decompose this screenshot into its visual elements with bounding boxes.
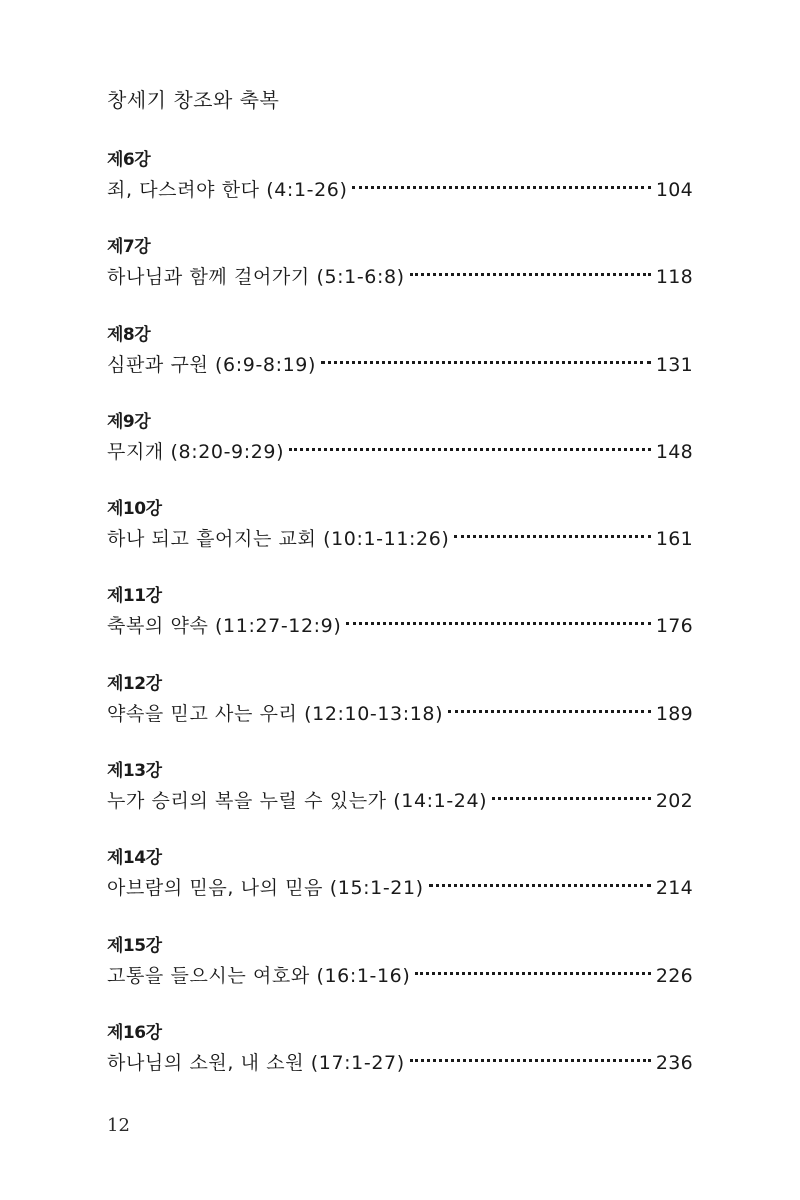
folio: 12	[107, 1115, 130, 1136]
page-number: 176	[655, 615, 693, 638]
page-number: 148	[655, 440, 693, 463]
toc-title-line	[107, 612, 693, 640]
dot-leader	[429, 884, 651, 887]
lesson-title: 죄, 다스려야 한다 (4:1-26)	[107, 179, 348, 201]
lesson-title: 하나님과 함께 걸어가기 (5:1-6:8)	[107, 266, 405, 289]
page-number: 202	[655, 790, 693, 813]
page-number: 118	[655, 266, 693, 289]
lesson-number: 제13강	[107, 761, 162, 782]
dot-leader	[346, 622, 650, 625]
lesson-title: 누가 승리의 복을 누릴 수 있는가 (14:1-24)	[107, 790, 488, 813]
toc-title-line	[107, 787, 693, 815]
lesson-number: 제9강	[107, 411, 151, 432]
dot-leader	[321, 361, 651, 364]
dot-leader	[410, 273, 651, 276]
toc-entry-8	[107, 323, 693, 410]
lesson-title: 무지개 (8:20-9:29)	[107, 440, 285, 463]
page-number: 189	[655, 702, 693, 725]
table-of-contents	[107, 148, 693, 1108]
toc-entry-15	[107, 934, 693, 1021]
page-number: 131	[655, 353, 693, 376]
toc-title-line	[107, 962, 693, 990]
toc-entry-6	[107, 148, 693, 235]
page-number: 236	[655, 1051, 693, 1074]
toc-entry-9	[107, 410, 693, 497]
lesson-number: 제7강	[107, 237, 151, 258]
dot-leader	[289, 448, 651, 451]
page-number: 214	[655, 877, 693, 900]
lesson-title: 하나님의 소원, 내 소원 (17:1-27)	[107, 1051, 405, 1074]
toc-entry-7	[107, 235, 693, 322]
lesson-title: 심판과 구원 (6:9-8:19)	[107, 353, 316, 376]
running-head: 창세기 창조와 축복	[107, 88, 280, 112]
dot-leader	[454, 535, 650, 538]
lesson-number: 제11강	[107, 586, 162, 607]
lesson-title: 고통을 들으시는 여호와 (16:1-16)	[107, 964, 411, 987]
lesson-title: 아브람의 믿음, 나의 믿음 (15:1-21)	[107, 877, 424, 900]
toc-entry-12	[107, 672, 693, 759]
toc-title-line	[107, 874, 693, 902]
toc-title-line	[107, 263, 693, 291]
lesson-number: 제6강	[107, 150, 151, 170]
dot-leader	[492, 797, 651, 800]
toc-title-line	[107, 525, 693, 553]
toc-title-line	[107, 438, 693, 466]
toc-entry-10	[107, 497, 693, 584]
lesson-number: 제16강	[107, 1022, 162, 1043]
toc-entry-14	[107, 846, 693, 933]
lesson-title: 약속을 믿고 사는 우리 (12:10-13:18)	[107, 702, 444, 725]
toc-entry-16	[107, 1021, 693, 1108]
dot-leader	[448, 710, 651, 713]
toc-entry-11	[107, 584, 693, 671]
dot-leader	[415, 972, 650, 975]
lesson-number: 제14강	[107, 848, 162, 869]
lesson-number: 제10강	[107, 499, 162, 520]
page-number: 104	[655, 179, 693, 201]
toc-title-line	[107, 351, 693, 379]
lesson-title: 하나 되고 흩어지는 교회 (10:1-11:26)	[107, 528, 450, 551]
lesson-number: 제12강	[107, 673, 162, 694]
lesson-number: 제15강	[107, 935, 162, 956]
dot-leader	[352, 186, 650, 189]
toc-entry-13	[107, 759, 693, 846]
page-number: 161	[655, 528, 693, 551]
lesson-title: 축복의 약속 (11:27-12:9)	[107, 615, 342, 638]
dot-leader	[410, 1059, 651, 1062]
toc-title-line	[107, 700, 693, 728]
lesson-number: 제8강	[107, 324, 151, 345]
page-number: 226	[655, 964, 693, 987]
toc-title-line	[107, 1049, 693, 1077]
toc-title-line	[107, 176, 693, 204]
